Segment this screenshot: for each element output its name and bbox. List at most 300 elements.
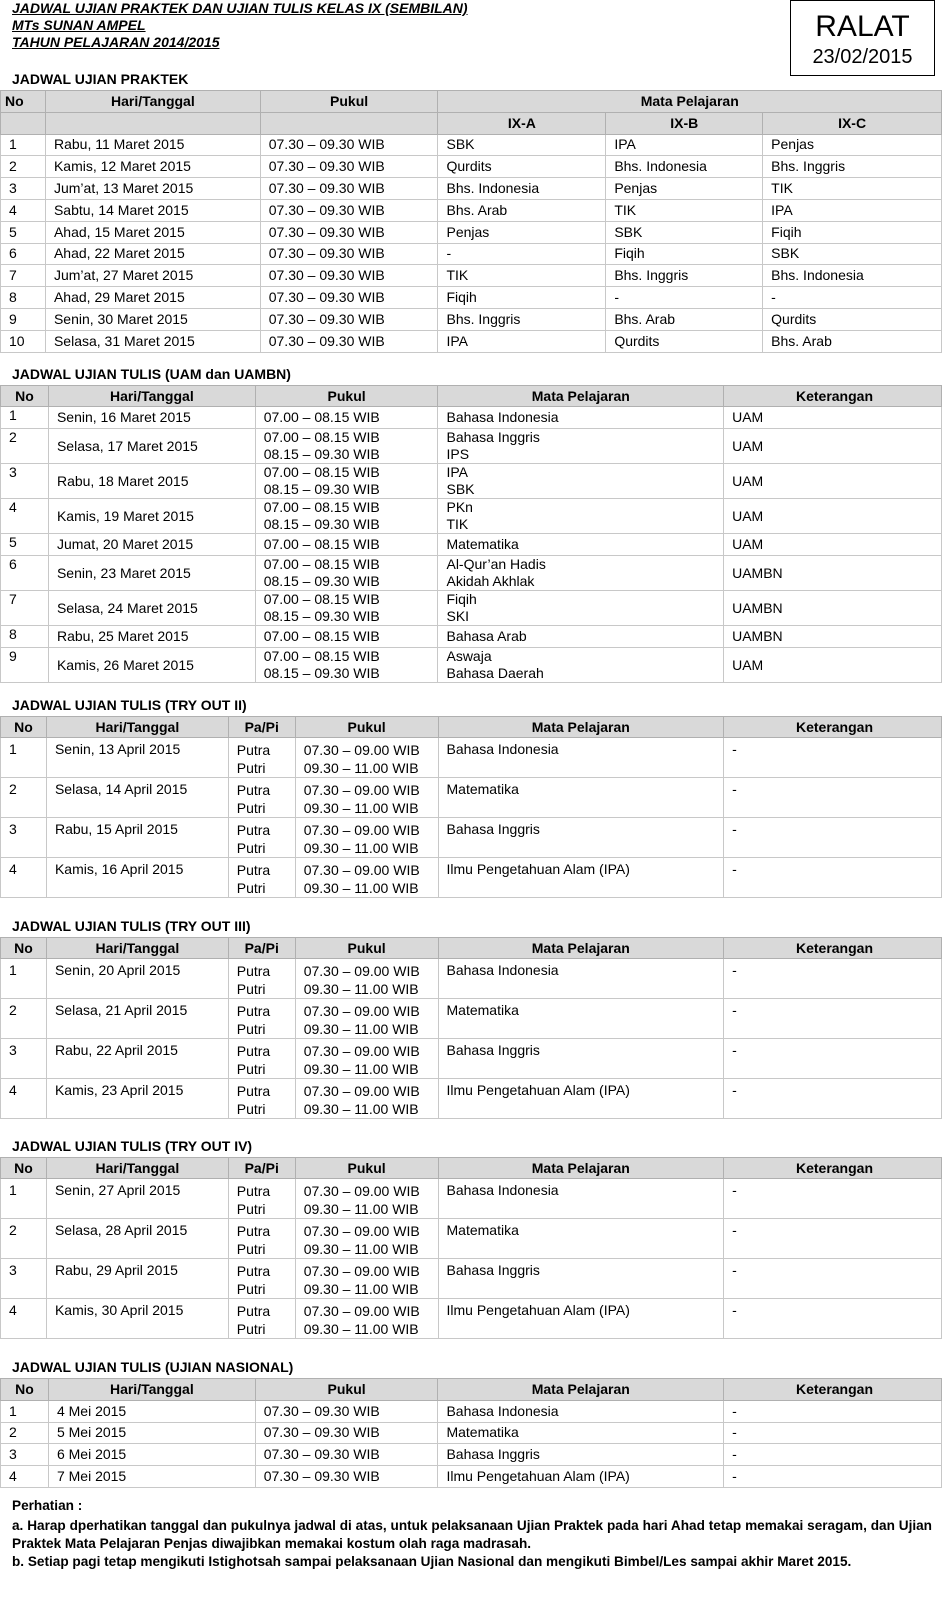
cell-ket: UAM <box>724 429 942 464</box>
cell-hari: Jum’at, 13 Maret 2015 <box>45 178 260 200</box>
cell-pukul-line: 08.15 – 09.30 WIB <box>263 573 380 589</box>
cell-papi-line: Putri <box>236 1101 266 1117</box>
cell-pukul-line: 07.30 – 09.00 WIB <box>303 1043 420 1059</box>
praktek-table <box>0 90 942 353</box>
table-row <box>1 199 942 221</box>
cell-papi <box>228 818 295 858</box>
cell-mapel <box>438 464 724 499</box>
table-row <box>1 287 942 309</box>
table-row <box>1 591 942 626</box>
table-row <box>1 221 942 243</box>
cell-ket: - <box>724 1219 942 1259</box>
praktek-title: JADWAL UJIAN PRAKTEK <box>12 71 189 87</box>
cell-papi <box>228 999 295 1039</box>
cell-mapel-line: Akidah Akhlak <box>446 573 535 589</box>
cell-hari: 4 Mei 2015 <box>48 1400 255 1422</box>
col-pukul: Pukul <box>260 91 438 113</box>
table-row <box>1 778 942 818</box>
cell-no: 1 <box>1 134 46 156</box>
tryout-4-table <box>0 1157 942 1339</box>
tryout-2-table <box>0 716 942 898</box>
cell-hari: Ahad, 15 Maret 2015 <box>45 221 260 243</box>
tryout-3-table <box>0 937 942 1119</box>
cell-ixc: Bhs. Arab <box>763 330 942 352</box>
col-no: No <box>1 91 46 113</box>
note-b: b. Setiap pagi tetap mengikuti Istighotsah sampai pelaksanaan Ujian Nasional dan mengikuti Bimbel/Les sampai akhir Maret 2015. <box>12 1554 852 1569</box>
cell-papi <box>228 1259 295 1299</box>
cell-pukul-line: 07.00 – 08.15 WIB <box>263 464 380 480</box>
cell-ixc: Qurdits <box>763 308 942 330</box>
col-mapel: Mata Pelajaran <box>438 91 942 113</box>
cell-mapel: Bahasa Inggris <box>438 1444 724 1466</box>
cell-papi-line: Putri <box>236 1241 266 1257</box>
table-row <box>1 1039 942 1079</box>
cell-pukul <box>255 534 438 556</box>
cell-mapel: Ilmu Pengetahuan Alam (IPA) <box>438 858 724 898</box>
cell-hari: Senin, 27 April 2015 <box>46 1179 228 1219</box>
cell-hari: Rabu, 18 Maret 2015 <box>48 464 255 499</box>
cell-pukul-line: 09.30 – 11.00 WIB <box>303 880 419 896</box>
cell-pukul: 07.30 – 09.30 WIB <box>260 330 438 352</box>
cell-pukul <box>295 778 438 818</box>
cell-hari: Rabu, 15 April 2015 <box>46 818 228 858</box>
cell-papi <box>228 1219 295 1259</box>
cell-ixb: Penjas <box>606 178 763 200</box>
table-row <box>1 534 942 556</box>
cell-mapel: Matematika <box>438 1219 724 1259</box>
cell-no: 3 <box>1 178 46 200</box>
table-row <box>1 308 942 330</box>
cell-no: 1 <box>1 738 47 778</box>
tryout-4-title: JADWAL UJIAN TULIS (TRY OUT IV) <box>12 1138 253 1154</box>
table-row <box>1 330 942 352</box>
col-ixb: IX-B <box>606 112 763 134</box>
cell-ixc: SBK <box>763 243 942 265</box>
cell-pukul: 07.30 – 09.30 WIB <box>255 1422 438 1444</box>
cell-mapel: Bahasa Indonesia <box>438 1400 724 1422</box>
cell-pukul <box>295 858 438 898</box>
cell-pukul-line: 07.30 – 09.00 WIB <box>303 862 420 878</box>
cell-no: 9 <box>1 648 49 683</box>
un-title: JADWAL UJIAN TULIS (UJIAN NASIONAL) <box>12 1359 294 1375</box>
cell-ket: - <box>724 1039 942 1079</box>
cell-papi-line: Putra <box>236 1183 271 1199</box>
cell-no: 5 <box>1 221 46 243</box>
cell-ixa: Fiqih <box>438 287 606 309</box>
cell-pukul-line: 07.00 – 08.15 WIB <box>263 429 380 445</box>
cell-hari: 7 Mei 2015 <box>48 1466 255 1488</box>
cell-no: 5 <box>1 534 49 556</box>
cell-papi-line: Putra <box>236 782 271 798</box>
cell-no: 3 <box>1 1259 47 1299</box>
table-row <box>1 1259 942 1299</box>
table-row <box>1 407 942 429</box>
cell-papi-line: Putra <box>236 1303 271 1319</box>
cell-pukul: 07.30 – 09.30 WIB <box>260 308 438 330</box>
cell-hari: Jumat, 20 Maret 2015 <box>48 534 255 556</box>
cell-mapel <box>438 499 724 534</box>
cell-ket: UAM <box>724 648 942 683</box>
cell-pukul-line: 07.30 – 09.00 WIB <box>303 1003 420 1019</box>
cell-pukul-line: 09.30 – 11.00 WIB <box>303 1021 419 1037</box>
cell-mapel-line: Bahasa Arab <box>446 628 527 644</box>
table-row <box>1 999 942 1039</box>
cell-papi-line: Putri <box>236 1201 266 1217</box>
cell-mapel-line: SBK <box>446 481 475 497</box>
col-no: No <box>1 717 47 738</box>
cell-no: 10 <box>1 330 46 352</box>
cell-no: 9 <box>1 308 46 330</box>
table-row <box>1 156 942 178</box>
cell-ket: UAM <box>724 407 942 429</box>
cell-pukul-line: 07.00 – 08.15 WIB <box>263 499 380 515</box>
cell-papi-line: Putra <box>236 822 271 838</box>
cell-pukul-line: 09.30 – 11.00 WIB <box>303 800 419 816</box>
cell-pukul <box>255 429 438 464</box>
cell-ixa: Qurdits <box>438 156 606 178</box>
cell-mapel: Bahasa Indonesia <box>438 1179 724 1219</box>
cell-hari: Senin, 13 April 2015 <box>46 738 228 778</box>
cell-ket: - <box>724 1259 942 1299</box>
cell-no: 7 <box>1 591 49 626</box>
cell-pukul-line: 07.00 – 08.15 WIB <box>263 591 380 607</box>
cell-pukul <box>295 1039 438 1079</box>
cell-pukul-line: 07.30 – 09.00 WIB <box>303 822 420 838</box>
col-ket: Keterangan <box>724 1158 942 1179</box>
col-pukul: Pukul <box>295 717 438 738</box>
notes <box>12 1497 932 1571</box>
table-row <box>1 1079 942 1119</box>
cell-no: 1 <box>1 959 47 999</box>
cell-hari: Sabtu, 14 Maret 2015 <box>45 199 260 221</box>
cell-pukul: 07.30 – 09.30 WIB <box>260 156 438 178</box>
cell-ket: UAMBN <box>724 591 942 626</box>
table-row <box>1 738 942 778</box>
cell-ket: - <box>724 999 942 1039</box>
cell-papi <box>228 858 295 898</box>
cell-mapel: Ilmu Pengetahuan Alam (IPA) <box>438 1299 724 1339</box>
cell-ket: - <box>724 738 942 778</box>
cell-ket: - <box>724 1179 942 1219</box>
col-hari: Hari/Tanggal <box>45 91 260 113</box>
col-ixc: IX-C <box>763 112 942 134</box>
cell-no: 2 <box>1 999 47 1039</box>
cell-no: 2 <box>1 1219 47 1259</box>
cell-pukul <box>295 1299 438 1339</box>
cell-pukul: 07.30 – 09.30 WIB <box>260 134 438 156</box>
cell-mapel-line: TIK <box>446 516 469 532</box>
cell-ket: - <box>724 778 942 818</box>
cell-pukul <box>255 556 438 591</box>
cell-mapel-line: PKn <box>446 499 473 515</box>
col-ket: Keterangan <box>724 717 942 738</box>
cell-ket: UAMBN <box>724 556 942 591</box>
col-mapel: Mata Pelajaran <box>438 938 724 959</box>
cell-pukul-line: 07.30 – 09.00 WIB <box>303 963 420 979</box>
cell-hari: Kamis, 23 April 2015 <box>46 1079 228 1119</box>
cell-hari: Kamis, 26 Maret 2015 <box>48 648 255 683</box>
note-a: a. Harap dperhatikan tanggal dan pukulnya jadwal di atas, untuk pelaksanaan Ujian Praktek pada hari Ahad tetap memakai seragam, dan Ujian Praktek Mata Pelajaran Penjas diwajibkan memakai kostum olah raga madrasah. <box>12 1518 932 1551</box>
cell-pukul-line: 07.30 – 09.00 WIB <box>303 1223 420 1239</box>
cell-pukul-line: 07.30 – 09.00 WIB <box>303 1183 420 1199</box>
cell-pukul-line: 07.00 – 08.15 WIB <box>263 556 380 572</box>
cell-pukul <box>295 1219 438 1259</box>
cell-mapel: Matematika <box>438 1422 724 1444</box>
cell-hari: Selasa, 17 Maret 2015 <box>48 429 255 464</box>
cell-pukul: 07.30 – 09.30 WIB <box>260 287 438 309</box>
cell-no: 2 <box>1 156 46 178</box>
cell-mapel: Bahasa Indonesia <box>438 738 724 778</box>
table-row <box>1 499 942 534</box>
cell-papi-line: Putra <box>236 1003 271 1019</box>
cell-pukul-line: 09.30 – 11.00 WIB <box>303 840 419 856</box>
cell-ket: UAM <box>724 534 942 556</box>
cell-no: 1 <box>1 1400 49 1422</box>
tryout-2-title: JADWAL UJIAN TULIS (TRY OUT II) <box>12 697 247 713</box>
cell-ixa: Bhs. Inggris <box>438 308 606 330</box>
table-row <box>1 818 942 858</box>
cell-ixb: SBK <box>606 221 763 243</box>
cell-ixc: Bhs. Indonesia <box>763 265 942 287</box>
cell-mapel-line: SKI <box>446 608 470 624</box>
col-papi: Pa/Pi <box>228 717 295 738</box>
table-row <box>1 134 942 156</box>
cell-no: 3 <box>1 1039 47 1079</box>
cell-ixb: Fiqih <box>606 243 763 265</box>
cell-mapel-line: Bahasa Indonesia <box>446 409 559 425</box>
cell-hari: Senin, 16 Maret 2015 <box>48 407 255 429</box>
cell-mapel <box>438 591 724 626</box>
cell-ixc: TIK <box>763 178 942 200</box>
col-papi: Pa/Pi <box>228 938 295 959</box>
cell-no: 4 <box>1 499 49 534</box>
cell-ket: - <box>724 959 942 999</box>
cell-ixc: IPA <box>763 199 942 221</box>
col-hari: Hari/Tanggal <box>48 386 255 407</box>
header-line-1: JADWAL UJIAN PRAKTEK DAN UJIAN TULIS KELAS IX (SEMBILAN) <box>12 0 468 16</box>
cell-pukul-line: 09.30 – 11.00 WIB <box>303 1321 419 1337</box>
cell-papi-line: Putra <box>236 1043 271 1059</box>
tryout-3-title: JADWAL UJIAN TULIS (TRY OUT III) <box>12 918 251 934</box>
table-row <box>1 858 942 898</box>
table-row <box>1 1179 942 1219</box>
cell-pukul-line: 07.30 – 09.00 WIB <box>303 1083 420 1099</box>
col-no: No <box>1 1158 47 1179</box>
cell-ixa: IPA <box>438 330 606 352</box>
cell-no: 1 <box>1 407 49 429</box>
uam-table <box>0 385 942 683</box>
cell-hari: Kamis, 19 Maret 2015 <box>48 499 255 534</box>
cell-hari: Ahad, 22 Maret 2015 <box>45 243 260 265</box>
cell-pukul-line: 07.00 – 08.15 WIB <box>263 536 380 552</box>
cell-pukul-line: 07.00 – 08.15 WIB <box>263 628 380 644</box>
cell-ixb: IPA <box>606 134 763 156</box>
table-row <box>1 265 942 287</box>
cell-ixb: Bhs. Arab <box>606 308 763 330</box>
cell-pukul <box>255 407 438 429</box>
cell-papi-line: Putri <box>236 1061 266 1077</box>
col-mapel: Mata Pelajaran <box>438 717 724 738</box>
cell-ixb: - <box>606 287 763 309</box>
cell-no: 6 <box>1 243 46 265</box>
col-no: No <box>1 1379 49 1401</box>
cell-pukul <box>255 626 438 648</box>
cell-ixa: Bhs. Indonesia <box>438 178 606 200</box>
cell-pukul-line: 09.30 – 11.00 WIB <box>303 981 419 997</box>
cell-papi-line: Putri <box>236 880 266 896</box>
col-hari: Hari/Tanggal <box>46 717 228 738</box>
cell-hari: Kamis, 16 April 2015 <box>46 858 228 898</box>
cell-no: 2 <box>1 429 49 464</box>
col-hari: Hari/Tanggal <box>46 938 228 959</box>
cell-no: 7 <box>1 265 46 287</box>
col-pukul: Pukul <box>255 386 438 407</box>
cell-pukul <box>255 464 438 499</box>
cell-ixb: Bhs. Inggris <box>606 265 763 287</box>
cell-pukul-line: 07.30 – 09.00 WIB <box>303 782 420 798</box>
cell-no: 3 <box>1 818 47 858</box>
table-row <box>1 1466 942 1488</box>
cell-papi-line: Putri <box>236 1281 266 1297</box>
cell-hari: Selasa, 21 April 2015 <box>46 999 228 1039</box>
cell-pukul <box>295 959 438 999</box>
table-row <box>1 648 942 683</box>
col-mapel: Mata Pelajaran <box>438 386 724 407</box>
cell-ket: - <box>724 818 942 858</box>
cell-papi-line: Putri <box>236 1021 266 1037</box>
cell-pukul-line: 07.30 – 09.00 WIB <box>303 1263 420 1279</box>
cell-ket: UAM <box>724 464 942 499</box>
cell-mapel <box>438 648 724 683</box>
cell-mapel: Matematika <box>438 778 724 818</box>
cell-pukul <box>295 999 438 1039</box>
cell-no: 8 <box>1 626 49 648</box>
cell-no: 4 <box>1 199 46 221</box>
col-mapel: Mata Pelajaran <box>438 1379 724 1401</box>
cell-pukul-line: 08.15 – 09.30 WIB <box>263 516 380 532</box>
cell-hari: Rabu, 11 Maret 2015 <box>45 134 260 156</box>
cell-mapel: Bahasa Inggris <box>438 1039 724 1079</box>
table-row <box>1 1444 942 1466</box>
cell-pukul-line: 09.30 – 11.00 WIB <box>303 1281 419 1297</box>
cell-no: 2 <box>1 778 47 818</box>
cell-pukul-line: 08.15 – 09.30 WIB <box>263 608 380 624</box>
cell-pukul: 07.30 – 09.30 WIB <box>260 221 438 243</box>
cell-mapel: Bahasa Indonesia <box>438 959 724 999</box>
cell-pukul-line: 09.30 – 11.00 WIB <box>303 1101 419 1117</box>
cell-ket: - <box>724 1466 942 1488</box>
col-ixa: IX-A <box>438 112 606 134</box>
cell-no: 4 <box>1 1466 49 1488</box>
cell-mapel-line: Matematika <box>446 536 519 552</box>
cell-papi-line: Putra <box>236 742 271 758</box>
ralat-date: 23/02/2015 <box>812 46 913 68</box>
table-row <box>1 464 942 499</box>
cell-ixb: Qurdits <box>606 330 763 352</box>
cell-pukul-line: 08.15 – 09.30 WIB <box>263 481 380 497</box>
cell-papi-line: Putra <box>236 1263 271 1279</box>
cell-hari: Selasa, 28 April 2015 <box>46 1219 228 1259</box>
cell-no: 8 <box>1 287 46 309</box>
cell-papi-line: Putra <box>236 963 271 979</box>
col-ket: Keterangan <box>724 386 942 407</box>
cell-hari: 5 Mei 2015 <box>48 1422 255 1444</box>
cell-hari: Senin, 30 Maret 2015 <box>45 308 260 330</box>
un-table <box>0 1378 942 1488</box>
cell-mapel-line: Bahasa Daerah <box>446 665 544 681</box>
cell-pukul: 07.30 – 09.30 WIB <box>260 265 438 287</box>
cell-papi-line: Putri <box>236 760 266 776</box>
cell-papi-line: Putri <box>236 840 266 856</box>
cell-papi-line: Putri <box>236 1321 266 1337</box>
cell-pukul <box>255 499 438 534</box>
cell-mapel: Bahasa Inggris <box>438 1259 724 1299</box>
cell-hari: Ahad, 29 Maret 2015 <box>45 287 260 309</box>
cell-no: 3 <box>1 1444 49 1466</box>
cell-papi <box>228 1039 295 1079</box>
cell-ixc: Fiqih <box>763 221 942 243</box>
table-row <box>1 1400 942 1422</box>
table-row <box>1 1299 942 1339</box>
col-hari: Hari/Tanggal <box>48 1379 255 1401</box>
cell-pukul-line: 07.30 – 09.00 WIB <box>303 1303 420 1319</box>
cell-hari: Kamis, 30 April 2015 <box>46 1299 228 1339</box>
cell-ixb: TIK <box>606 199 763 221</box>
document-header <box>12 0 468 51</box>
cell-pukul: 07.30 – 09.30 WIB <box>260 199 438 221</box>
cell-no: 1 <box>1 1179 47 1219</box>
ralat-box <box>790 0 935 76</box>
cell-ixc: - <box>763 287 942 309</box>
cell-hari: Jum’at, 27 Maret 2015 <box>45 265 260 287</box>
cell-ixa: SBK <box>438 134 606 156</box>
cell-hari: Rabu, 25 Maret 2015 <box>48 626 255 648</box>
cell-pukul: 07.30 – 09.30 WIB <box>255 1466 438 1488</box>
cell-no: 4 <box>1 1299 47 1339</box>
cell-pukul <box>295 818 438 858</box>
cell-ket: UAM <box>724 499 942 534</box>
cell-hari: Selasa, 14 April 2015 <box>46 778 228 818</box>
table-row <box>1 243 942 265</box>
cell-hari: Rabu, 29 April 2015 <box>46 1259 228 1299</box>
cell-ket: - <box>724 1299 942 1339</box>
cell-mapel <box>438 556 724 591</box>
cell-ixa: Penjas <box>438 221 606 243</box>
cell-no: 6 <box>1 556 49 591</box>
cell-pukul-line: 07.00 – 08.15 WIB <box>263 409 380 425</box>
col-ket: Keterangan <box>724 1379 942 1401</box>
notes-title: Perhatian : <box>12 1498 83 1513</box>
cell-pukul-line: 08.15 – 09.30 WIB <box>263 665 380 681</box>
cell-pukul-line: 08.15 – 09.30 WIB <box>263 446 380 462</box>
cell-pukul-line: 09.30 – 11.00 WIB <box>303 1241 419 1257</box>
col-no: No <box>1 386 49 407</box>
cell-mapel <box>438 534 724 556</box>
cell-pukul: 07.30 – 09.30 WIB <box>255 1444 438 1466</box>
cell-papi-line: Putra <box>236 1223 271 1239</box>
cell-mapel-line: Aswaja <box>446 648 492 664</box>
cell-ixa: TIK <box>438 265 606 287</box>
cell-mapel-line: Fiqih <box>446 591 477 607</box>
cell-ixb: Bhs. Indonesia <box>606 156 763 178</box>
table-row <box>1 1219 942 1259</box>
cell-ket: - <box>724 1400 942 1422</box>
cell-ixc: Bhs. Inggris <box>763 156 942 178</box>
table-row <box>1 1422 942 1444</box>
cell-hari: 6 Mei 2015 <box>48 1444 255 1466</box>
cell-ket: - <box>724 1444 942 1466</box>
cell-ixc: Penjas <box>763 134 942 156</box>
